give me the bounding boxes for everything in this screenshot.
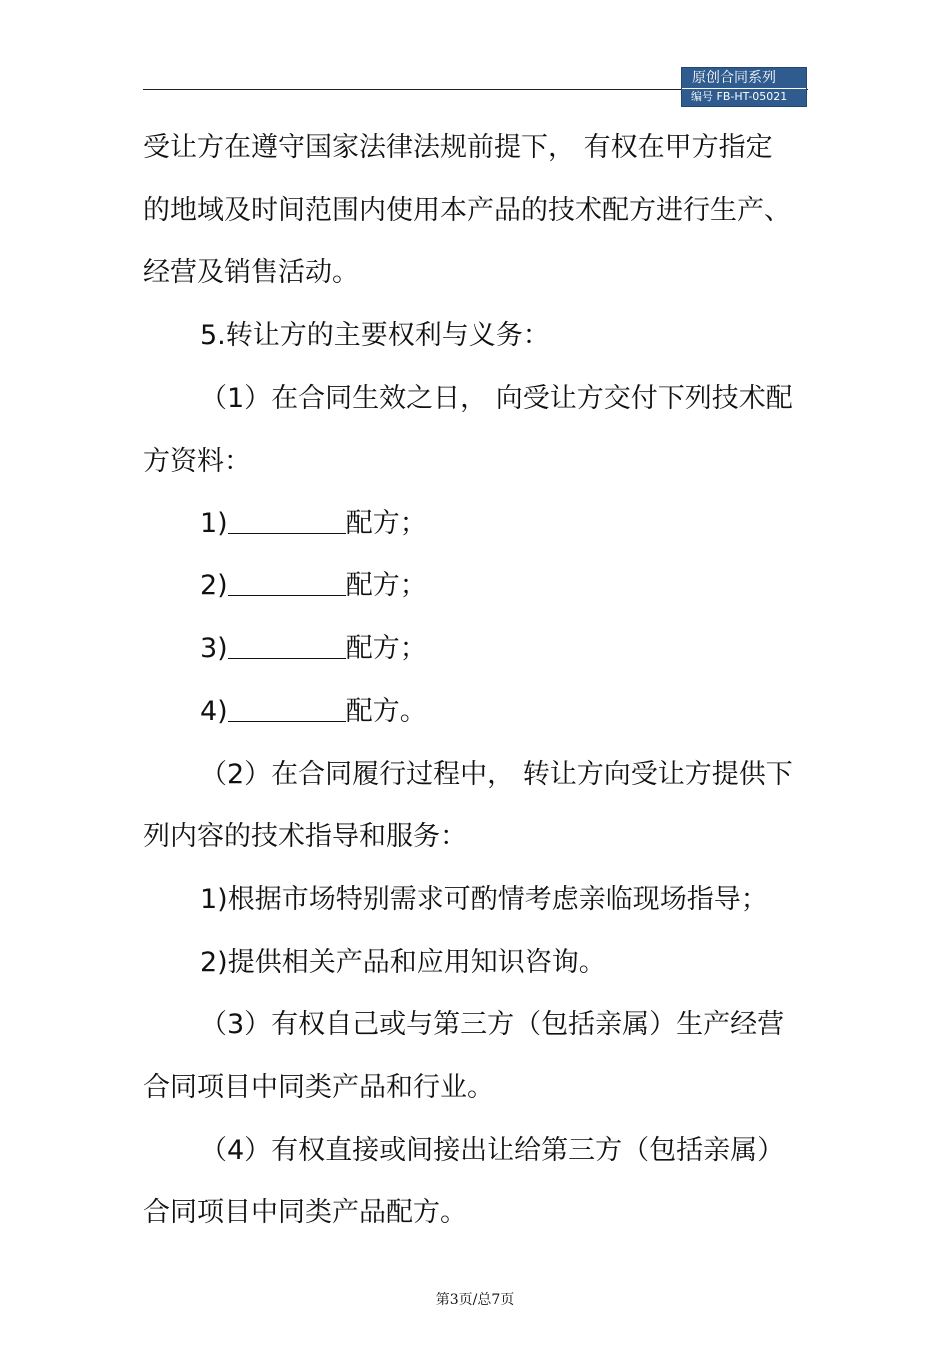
recipe-item-4-blank: [228, 695, 346, 722]
clause-2-line-1: （2）在合同履行过程中， 转让方向受让方提供下: [200, 759, 793, 790]
recipe-item-3-number: 3): [200, 633, 228, 664]
series-title: 原创合同系列: [692, 70, 776, 86]
paragraph-line-3: 经营及销售活动。: [143, 257, 359, 288]
section-heading: 5.转让方的主要权利与义务：: [200, 320, 550, 351]
clause-4-line-1: （4）有权直接或间接出让给第三方（包括亲属）: [200, 1135, 785, 1166]
recipe-item-1-number: 1): [200, 508, 228, 539]
page-number: 第3页/总7页: [435, 1292, 515, 1308]
clause-3-line-2: 合同项目中同类产品和行业。: [143, 1072, 494, 1103]
series-code: 编号 FB-HT-05021: [691, 90, 788, 103]
recipe-item-4-label: 配方。: [345, 696, 427, 727]
recipe-item-3-label: 配方；: [345, 633, 427, 664]
series-badge: [681, 67, 807, 107]
recipe-item-4-number: 4): [200, 696, 228, 727]
recipe-item-2-number: 2): [200, 570, 228, 601]
recipe-item-2-label: 配方；: [345, 570, 427, 601]
service-item-1: 1)根据市场特别需求可酌情考虑亲临现场指导；: [200, 884, 768, 915]
clause-4-line-2: 合同项目中同类产品配方。: [143, 1197, 467, 1228]
recipe-item-4: [200, 694, 427, 730]
clause-3-line-1: （3）有权自己或与第三方（包括亲属）生产经营: [200, 1009, 785, 1040]
recipe-item-3-blank: [228, 632, 346, 659]
recipe-item-1-label: 配方；: [345, 508, 427, 539]
recipe-item-1: [200, 506, 427, 542]
recipe-item-3: [200, 631, 427, 667]
series-badge-divider: [682, 88, 806, 89]
clause-1-line-1: （1）在合同生效之日， 向受让方交付下列技术配: [200, 383, 793, 414]
service-item-2: 2)提供相关产品和应用知识咨询。: [200, 947, 606, 978]
paragraph-line-1: 受让方在遵守国家法律法规前提下， 有权在甲方指定: [143, 132, 773, 163]
recipe-item-2: [200, 568, 427, 604]
paragraph-line-2: 的地域及时间范围内使用本产品的技术配方进行生产、: [143, 195, 791, 226]
recipe-item-1-blank: [228, 507, 346, 534]
clause-1-line-2: 方资料：: [143, 446, 251, 477]
recipe-item-2-blank: [228, 569, 346, 596]
clause-2-line-2: 列内容的技术指导和服务：: [143, 821, 467, 852]
